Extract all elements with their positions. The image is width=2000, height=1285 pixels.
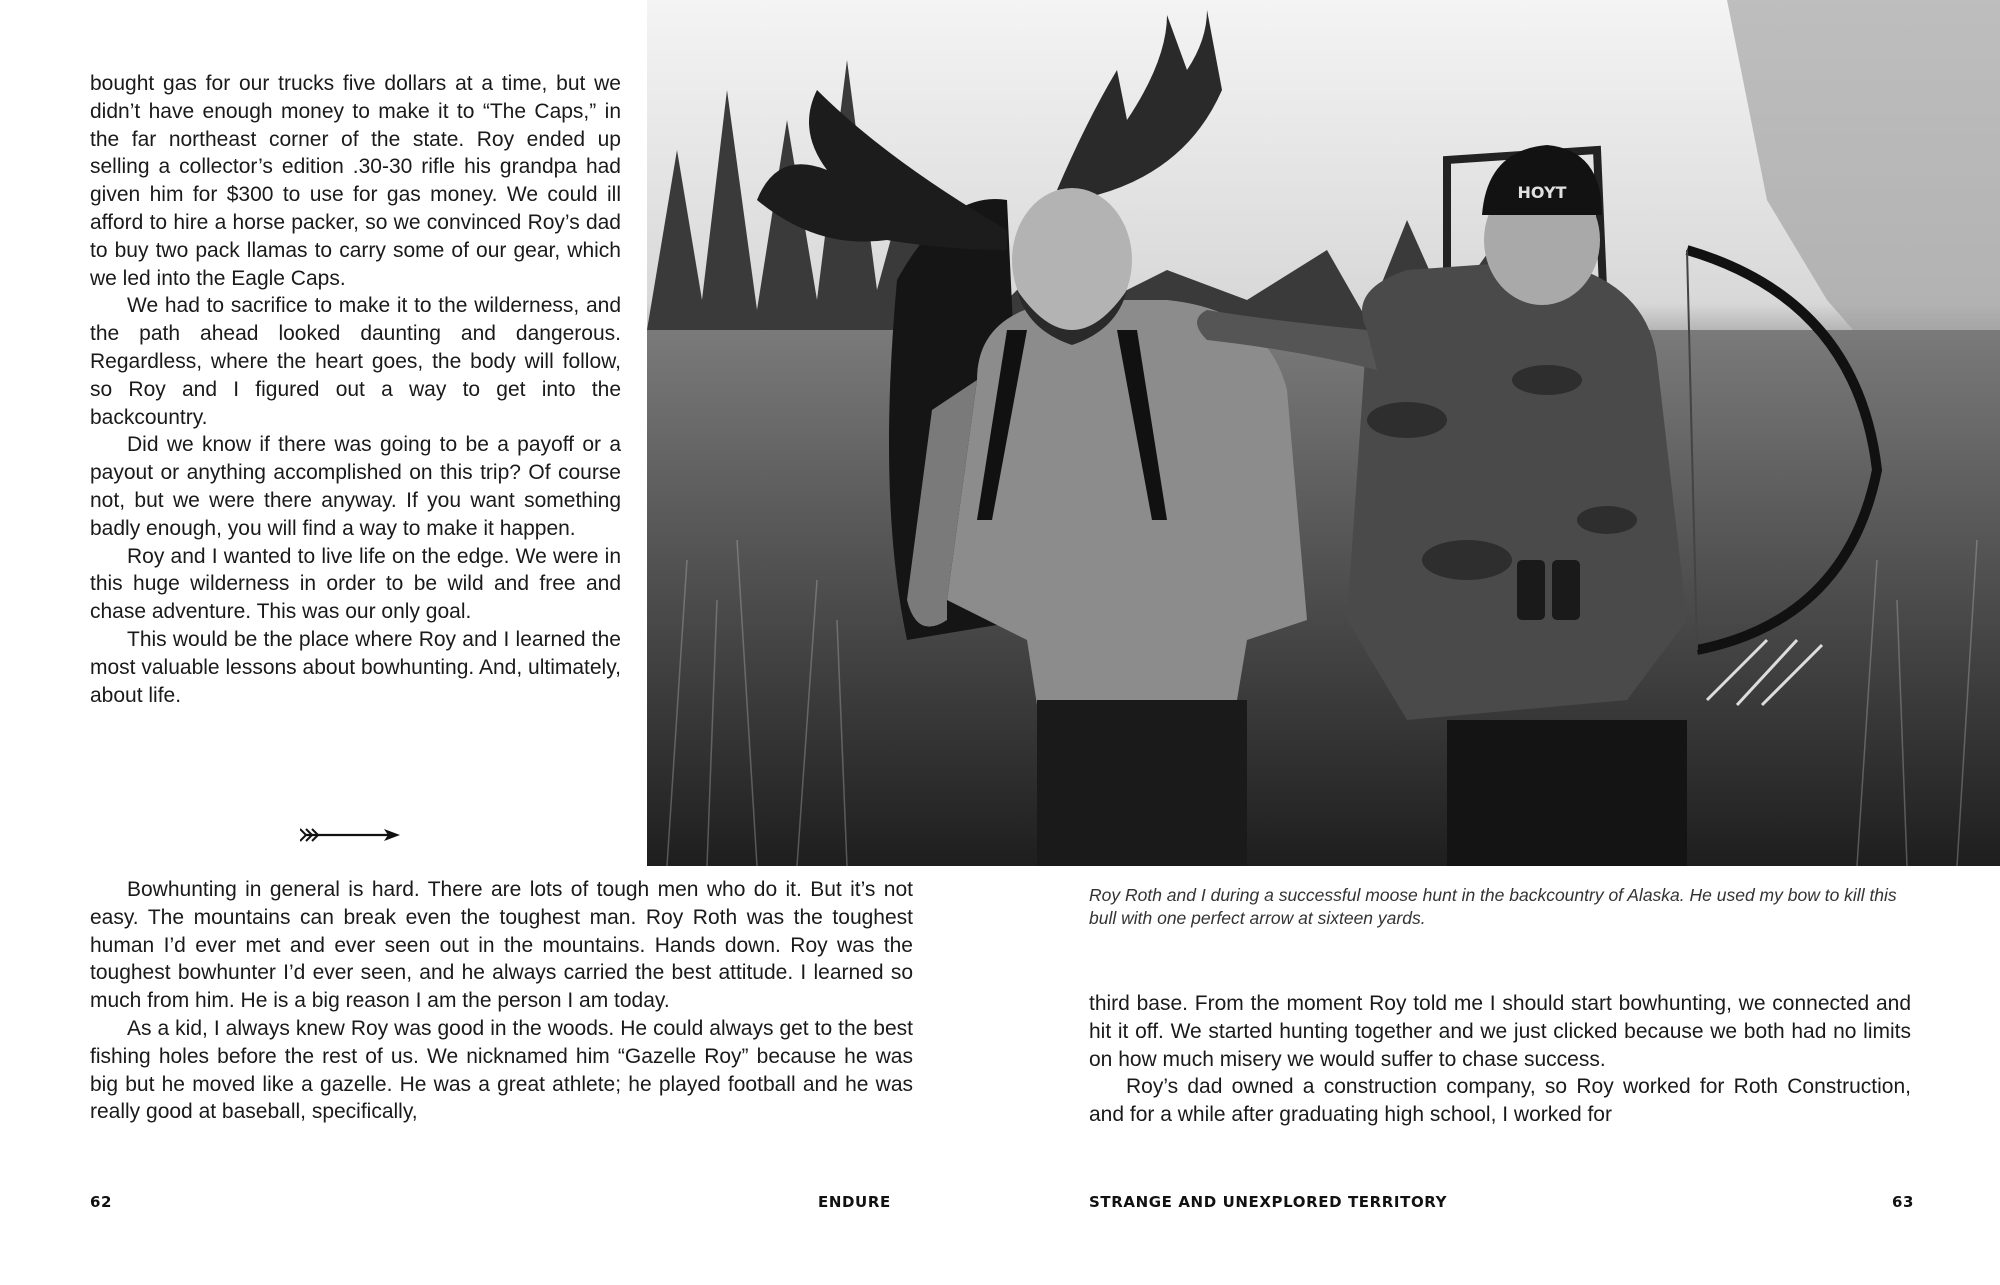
cap-logo-text: HOYT (1517, 183, 1567, 202)
running-head-left: ENDURE (818, 1193, 891, 1211)
hunters-photo (647, 0, 2000, 866)
page-number-right: 63 (1892, 1193, 1915, 1211)
paragraph: Did we know if there was going to be a payoff or a payout or anything accomplished on this trip? Of course not, but we were there anyway. If you want something badly enough, you will find a way to make it happen. (90, 433, 621, 540)
paragraph: This would be the place where Roy and I learned the most valuable lessons about bowhunting. And, ultimately, about life. (90, 627, 621, 707)
paragraph: Roy’s dad owned a construction company, so Roy worked for Roth Construction, and for a while after graduating high school, I worked for (1089, 1075, 1911, 1127)
left-bottom-column (90, 876, 913, 1126)
photo-caption: Roy Roth and I during a successful moose hunt in the backcountry of Alaska. He used my bow to kill this bull with one perfect arrow at sixteen yards. (1089, 885, 1897, 928)
running-head-right: STRANGE AND UNEXPLORED TERRITORY (1089, 1193, 1448, 1211)
paragraph: Roy and I wanted to live life on the edge. We were in this huge wilderness in order to be wild and free and chase adventure. This was our only goal. (90, 544, 621, 624)
paragraph: Bowhunting in general is hard. There are lots of tough men who do it. But it’s not easy. The mountains can break even the toughest man. Roy Roth was the toughest human I’d ever met and ever seen out in the mountains. Hands down. Roy was the toughest bowhunter I’d ever seen, and he always carried the best attitude. I learned so much from him. He is a big reason I am the person I am today. (90, 878, 913, 1013)
page-number-left: 62 (90, 1193, 113, 1211)
arrow-icon (300, 824, 400, 846)
right-column (1089, 990, 1911, 1129)
paragraph: bought gas for our trucks five dollars at a time, but we didn’t have enough money to make it to “The Caps,” in the far northeast corner of the state. Roy ended up selling a collector’s edition .30-30 rifle his grandpa had given him for $300 to use for gas money. We could ill afford to hire a horse packer, so we convinced Roy’s dad to buy two pack llamas to carry some of our gear, which we led into the Eagle Caps. (90, 72, 621, 290)
paragraph: third base. From the moment Roy told me I should start bowhunting, we connected and hit it off. We started hunting together and we just clicked because we both had no limits on how much misery we would suffer to chase success. (1089, 992, 1911, 1071)
paragraph: We had to sacrifice to make it to the wilderness, and the path ahead looked daunting and dangerous. Regardless, where the heart goes, the body will follow, so Roy and I figured out a way to get into the backcountry. (90, 294, 621, 429)
left-top-column (90, 70, 621, 709)
paragraph: As a kid, I always knew Roy was good in the woods. He could always get to the best fishing holes before the rest of us. We nicknamed him “Gazelle Roy” because he was big but he moved like a gazelle. He was a great athlete; he played football and he was really good at baseball, specifically, (90, 1016, 913, 1124)
